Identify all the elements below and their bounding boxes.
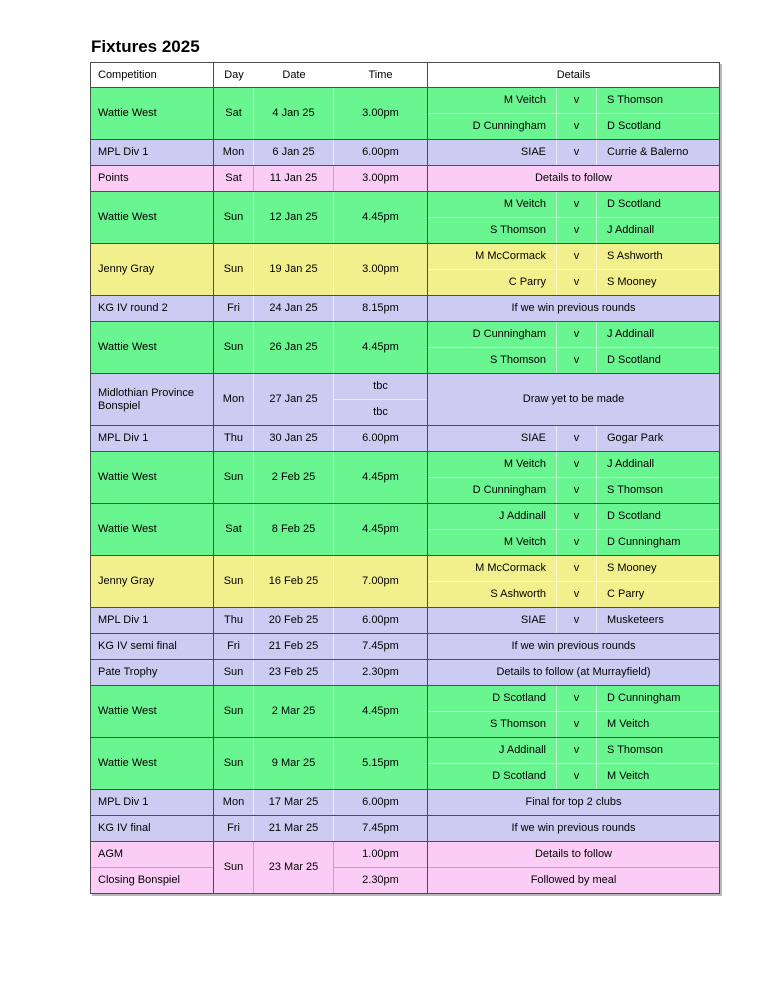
fixture-row bbox=[91, 243, 719, 295]
time-label: tbc bbox=[373, 380, 388, 393]
time-cell: 7.45pm bbox=[334, 634, 428, 659]
player-away: J Addinall bbox=[607, 458, 655, 471]
versus-label: v bbox=[557, 738, 597, 763]
time-cell: 4.45pm bbox=[334, 322, 428, 373]
versus-label: v bbox=[557, 504, 597, 529]
competition-cell: Jenny Gray bbox=[91, 556, 214, 607]
player-away: Musketeers bbox=[607, 614, 664, 627]
details-cell bbox=[428, 608, 719, 633]
page-title: Fixtures 2025 bbox=[91, 37, 200, 56]
fixture-row bbox=[91, 607, 719, 633]
day-cell: Sat bbox=[214, 504, 254, 555]
fixture-row bbox=[91, 321, 719, 373]
competition-cell: Pate Trophy bbox=[91, 660, 214, 685]
day-cell: Sun bbox=[214, 738, 254, 789]
fixture-row bbox=[91, 373, 719, 425]
details-cell bbox=[428, 322, 719, 373]
fixture-row bbox=[91, 659, 719, 685]
player-away: S Thomson bbox=[607, 744, 664, 757]
player-away: S Mooney bbox=[607, 562, 657, 575]
day-cell: Sat bbox=[214, 88, 254, 139]
day-cell: Sun bbox=[214, 244, 254, 295]
day-cell: Thu bbox=[214, 608, 254, 633]
player-home: J Addinall bbox=[428, 738, 557, 763]
player-home: M McCormack bbox=[428, 244, 557, 269]
date-cell: 12 Jan 25 bbox=[254, 192, 334, 243]
versus-label: v bbox=[557, 452, 597, 477]
versus-label: v bbox=[557, 478, 597, 503]
fixture-row bbox=[91, 789, 719, 815]
date-cell: 21 Feb 25 bbox=[254, 634, 334, 659]
player-away: S Thomson bbox=[607, 484, 664, 497]
time-label: tbc bbox=[334, 399, 427, 425]
date-cell: 23 Feb 25 bbox=[254, 660, 334, 685]
details-note: Draw yet to be made bbox=[522, 393, 625, 406]
day-cell: Sat bbox=[214, 166, 254, 191]
time-cell bbox=[334, 374, 428, 425]
date-cell: 16 Feb 25 bbox=[254, 556, 334, 607]
date-cell: 2 Mar 25 bbox=[254, 686, 334, 737]
time-cell: 5.15pm bbox=[334, 738, 428, 789]
versus-label: v bbox=[557, 348, 597, 373]
player-home: D Cunningham bbox=[428, 478, 557, 503]
fixture-row bbox=[91, 685, 719, 737]
time-cell bbox=[334, 842, 428, 893]
day-cell: Mon bbox=[214, 790, 254, 815]
player-away: S Mooney bbox=[607, 276, 657, 289]
player-away: J Addinall bbox=[607, 224, 655, 237]
competition-cell: Wattie West bbox=[91, 452, 214, 503]
time-cell: 4.45pm bbox=[334, 192, 428, 243]
match-line bbox=[428, 217, 719, 243]
player-home: S Thomson bbox=[428, 712, 557, 737]
details-note: Details to follow bbox=[534, 848, 613, 861]
time-cell: 6.00pm bbox=[334, 426, 428, 451]
competition-cell: Points bbox=[91, 166, 214, 191]
match-line bbox=[428, 556, 719, 581]
date-cell: 6 Jan 25 bbox=[254, 140, 334, 165]
versus-label: v bbox=[557, 140, 597, 165]
time-label: 2.30pm bbox=[334, 867, 427, 893]
fixture-row bbox=[91, 737, 719, 789]
day-cell: Sun bbox=[214, 192, 254, 243]
match-line bbox=[428, 686, 719, 711]
time-cell: 2.30pm bbox=[334, 660, 428, 685]
fixture-row bbox=[91, 555, 719, 607]
column-header-date: Date bbox=[282, 68, 306, 81]
match-line bbox=[428, 581, 719, 607]
fixture-row bbox=[91, 87, 719, 139]
player-home: D Scotland bbox=[428, 686, 557, 711]
details-cell bbox=[428, 426, 719, 451]
time-cell: 4.45pm bbox=[334, 686, 428, 737]
time-cell: 3.00pm bbox=[334, 88, 428, 139]
player-away: D Cunningham bbox=[607, 536, 681, 549]
match-line bbox=[428, 88, 719, 113]
competition-cell: KG IV semi final bbox=[91, 634, 214, 659]
versus-label: v bbox=[557, 686, 597, 711]
fixture-row bbox=[91, 295, 719, 321]
column-header-competition: Competition bbox=[91, 63, 214, 87]
player-away: M Veitch bbox=[607, 718, 650, 731]
date-cell: 8 Feb 25 bbox=[254, 504, 334, 555]
fixture-row bbox=[91, 425, 719, 451]
player-home: SIAE bbox=[428, 608, 557, 633]
day-cell: Fri bbox=[214, 634, 254, 659]
versus-label: v bbox=[557, 764, 597, 789]
versus-label: v bbox=[557, 530, 597, 555]
details-note: If we win previous rounds bbox=[511, 640, 636, 653]
day-cell: Sun bbox=[214, 322, 254, 373]
player-away: Gogar Park bbox=[607, 432, 664, 445]
versus-label: v bbox=[557, 556, 597, 581]
competition-cell: MPL Div 1 bbox=[91, 790, 214, 815]
match-line bbox=[428, 113, 719, 139]
player-away: J Addinall bbox=[607, 328, 655, 341]
versus-label: v bbox=[557, 712, 597, 737]
date-cell: 17 Mar 25 bbox=[254, 790, 334, 815]
column-header-time: Time bbox=[334, 63, 428, 87]
versus-label: v bbox=[557, 322, 597, 347]
match-line bbox=[428, 192, 719, 217]
time-cell: 6.00pm bbox=[334, 608, 428, 633]
details-note: Followed by meal bbox=[428, 867, 719, 893]
time-cell: 6.00pm bbox=[334, 140, 428, 165]
date-cell: 27 Jan 25 bbox=[254, 374, 334, 425]
table-header-row bbox=[91, 63, 719, 87]
details-cell bbox=[428, 686, 719, 737]
day-cell: Mon bbox=[214, 374, 254, 425]
player-home: M Veitch bbox=[428, 88, 557, 113]
player-home: S Thomson bbox=[428, 348, 557, 373]
details-note: Details to follow bbox=[534, 172, 613, 185]
competition-cell: Wattie West bbox=[91, 504, 214, 555]
player-home: S Ashworth bbox=[428, 582, 557, 607]
player-home: D Cunningham bbox=[428, 322, 557, 347]
versus-label: v bbox=[557, 218, 597, 243]
player-away: D Scotland bbox=[607, 120, 661, 133]
details-cell bbox=[428, 842, 719, 893]
versus-label: v bbox=[557, 244, 597, 269]
versus-label: v bbox=[557, 426, 597, 451]
match-line bbox=[428, 738, 719, 763]
player-away: D Scotland bbox=[607, 510, 661, 523]
date-cell: 20 Feb 25 bbox=[254, 608, 334, 633]
versus-label: v bbox=[557, 192, 597, 217]
date-cell: 30 Jan 25 bbox=[254, 426, 334, 451]
match-line bbox=[428, 426, 719, 451]
time-cell: 8.15pm bbox=[334, 296, 428, 321]
date-cell: 26 Jan 25 bbox=[254, 322, 334, 373]
competition-cell: KG IV round 2 bbox=[91, 296, 214, 321]
match-line bbox=[428, 477, 719, 503]
fixture-row bbox=[91, 633, 719, 659]
fixture-row bbox=[91, 191, 719, 243]
player-away: S Thomson bbox=[607, 94, 664, 107]
day-cell: Thu bbox=[214, 426, 254, 451]
match-line bbox=[428, 322, 719, 347]
player-away: C Parry bbox=[607, 588, 645, 601]
details-cell bbox=[428, 88, 719, 139]
day-cell: Sun bbox=[214, 660, 254, 685]
details-note: Final for top 2 clubs bbox=[525, 796, 622, 809]
versus-label: v bbox=[557, 270, 597, 295]
match-line bbox=[428, 711, 719, 737]
competition-cell: Midlothian Province Bonspiel bbox=[91, 374, 214, 425]
time-cell: 6.00pm bbox=[334, 790, 428, 815]
date-cell: 19 Jan 25 bbox=[254, 244, 334, 295]
date-cell: 4 Jan 25 bbox=[254, 88, 334, 139]
details-cell bbox=[428, 504, 719, 555]
match-line bbox=[428, 269, 719, 295]
versus-label: v bbox=[557, 114, 597, 139]
day-cell: Sun bbox=[214, 842, 254, 893]
day-cell: Fri bbox=[214, 816, 254, 841]
player-away: S Ashworth bbox=[607, 250, 663, 263]
fixtures-table bbox=[90, 62, 720, 894]
player-away: D Scotland bbox=[607, 198, 661, 211]
details-note: If we win previous rounds bbox=[511, 822, 636, 835]
fixture-row bbox=[91, 139, 719, 165]
player-away: M Veitch bbox=[607, 770, 650, 783]
competition-cell: Wattie West bbox=[91, 322, 214, 373]
details-cell bbox=[428, 738, 719, 789]
player-away: D Scotland bbox=[607, 354, 661, 367]
column-header-details: Details bbox=[556, 68, 591, 81]
fixture-row bbox=[91, 841, 719, 893]
time-cell: 4.45pm bbox=[334, 452, 428, 503]
competition-cell: MPL Div 1 bbox=[91, 426, 214, 451]
fixture-row bbox=[91, 165, 719, 191]
match-line bbox=[428, 504, 719, 529]
details-cell bbox=[428, 192, 719, 243]
details-cell bbox=[428, 452, 719, 503]
player-home: D Cunningham bbox=[428, 114, 557, 139]
player-home: S Thomson bbox=[428, 218, 557, 243]
player-home: M Veitch bbox=[428, 530, 557, 555]
match-line bbox=[428, 763, 719, 789]
details-cell bbox=[428, 140, 719, 165]
time-cell: 7.45pm bbox=[334, 816, 428, 841]
competition-label: AGM bbox=[98, 848, 124, 861]
competition-cell: Jenny Gray bbox=[91, 244, 214, 295]
player-home: M McCormack bbox=[428, 556, 557, 581]
date-cell: 23 Mar 25 bbox=[254, 842, 334, 893]
competition-cell: MPL Div 1 bbox=[91, 608, 214, 633]
table-body bbox=[91, 87, 719, 893]
player-home: M Veitch bbox=[428, 452, 557, 477]
competition-cell: Wattie West bbox=[91, 192, 214, 243]
time-cell: 3.00pm bbox=[334, 244, 428, 295]
competition-cell: Wattie West bbox=[91, 738, 214, 789]
match-line bbox=[428, 347, 719, 373]
match-line bbox=[428, 608, 719, 633]
player-away: D Cunningham bbox=[607, 692, 681, 705]
player-home: M Veitch bbox=[428, 192, 557, 217]
versus-label: v bbox=[557, 608, 597, 633]
day-cell: Sun bbox=[214, 556, 254, 607]
date-cell: 24 Jan 25 bbox=[254, 296, 334, 321]
date-cell: 9 Mar 25 bbox=[254, 738, 334, 789]
competition-cell: MPL Div 1 bbox=[91, 140, 214, 165]
date-cell: 2 Feb 25 bbox=[254, 452, 334, 503]
match-line bbox=[428, 529, 719, 555]
player-home: D Scotland bbox=[428, 764, 557, 789]
time-cell: 4.45pm bbox=[334, 504, 428, 555]
fixture-row bbox=[91, 503, 719, 555]
player-home: C Parry bbox=[428, 270, 557, 295]
competition-cell: KG IV final bbox=[91, 816, 214, 841]
competition-label: Closing Bonspiel bbox=[91, 867, 213, 893]
player-home: SIAE bbox=[428, 140, 557, 165]
match-line bbox=[428, 140, 719, 165]
details-cell bbox=[428, 556, 719, 607]
day-cell: Fri bbox=[214, 296, 254, 321]
day-cell: Sun bbox=[214, 686, 254, 737]
details-note: If we win previous rounds bbox=[511, 302, 636, 315]
match-line bbox=[428, 452, 719, 477]
player-home: SIAE bbox=[428, 426, 557, 451]
date-cell: 11 Jan 25 bbox=[254, 166, 334, 191]
player-away: Currie & Balerno bbox=[607, 146, 689, 159]
fixture-row bbox=[91, 451, 719, 503]
fixture-row bbox=[91, 815, 719, 841]
competition-cell bbox=[91, 842, 214, 893]
day-cell: Mon bbox=[214, 140, 254, 165]
time-cell: 3.00pm bbox=[334, 166, 428, 191]
match-line bbox=[428, 244, 719, 269]
column-header-day: Day bbox=[224, 68, 244, 81]
versus-label: v bbox=[557, 582, 597, 607]
versus-label: v bbox=[557, 88, 597, 113]
date-cell: 21 Mar 25 bbox=[254, 816, 334, 841]
details-note: Details to follow (at Murrayfield) bbox=[496, 666, 651, 679]
details-cell bbox=[428, 244, 719, 295]
time-label: 1.00pm bbox=[362, 848, 399, 861]
time-cell: 7.00pm bbox=[334, 556, 428, 607]
competition-cell: Wattie West bbox=[91, 88, 214, 139]
day-cell: Sun bbox=[214, 452, 254, 503]
player-home: J Addinall bbox=[428, 504, 557, 529]
competition-cell: Wattie West bbox=[91, 686, 214, 737]
